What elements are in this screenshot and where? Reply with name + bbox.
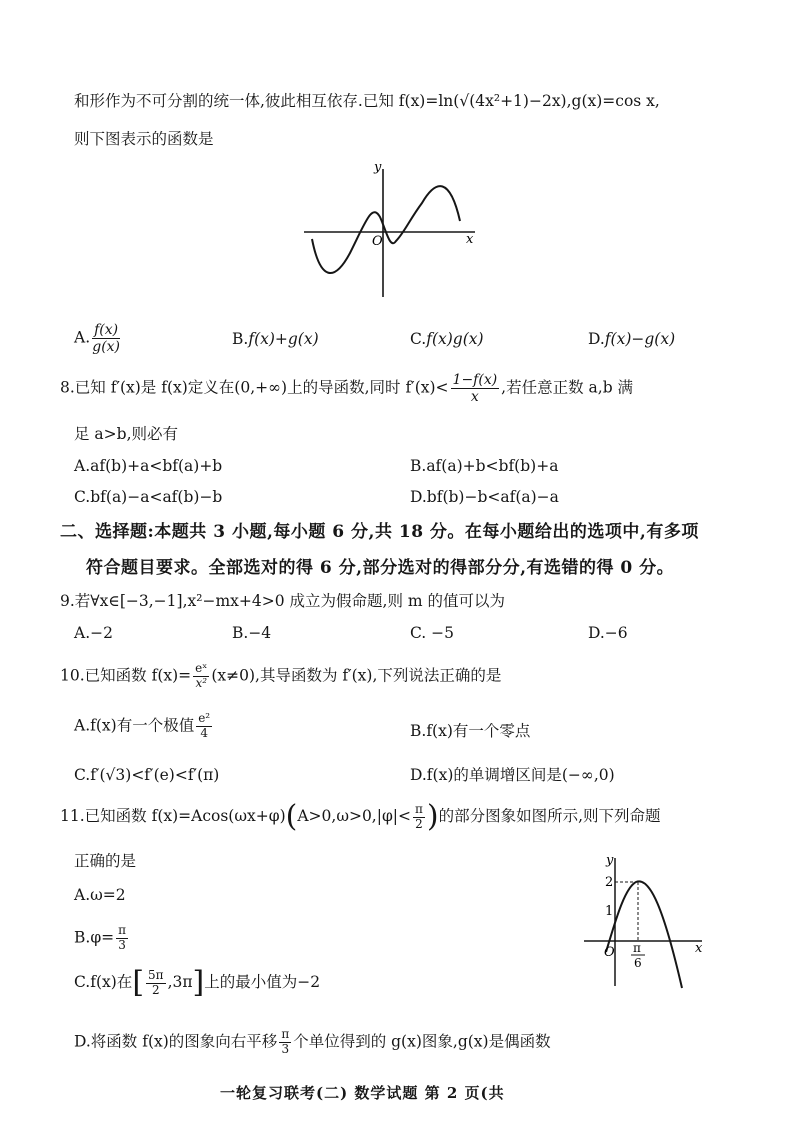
q11-stem-line1: 11.已知函数 f(x)=Acos(ωx+φ)(A>0,ω>0,|φ|< $\frac{\pi}{2}$ )的部分图象如图所示,则下列命题 (60, 799, 661, 834)
q10-option-a-num: e² (198, 711, 211, 725)
q11-curve (606, 881, 682, 988)
q9-stem: 9.若∀x∈[−3,−1],x²−mx+4>0 成立为假命题,则 m 的值可以为 (60, 592, 505, 610)
q11-option-b-num: π (118, 923, 127, 937)
q7-stem-line1: 和形作为不可分割的统一体,彼此相互依存.已知 f(x)=ln(√(4x²+1)−2x),g(x)=cos x, (74, 92, 660, 110)
q11-option-b-den: 3 (118, 937, 126, 952)
q11-option-c-num: 5π (148, 967, 164, 982)
q11-option-d-den: 3 (281, 1041, 290, 1056)
q11-option-b: B.φ= $\frac{\pi}{3}$ (74, 923, 127, 952)
q11-option-d: D.将函数 f(x)的图象向右平移 $\frac{\pi}{3}$ 个单位得到的 g(x)图象,g(x)是偶函数 (74, 1027, 551, 1056)
q10-stem: 10.已知函数 f(x)= $\frac{\text{eˣ}}{\text{x²}}$ (x≠0),其导函数为 f′(x),下列说法正确的是 (60, 661, 502, 690)
q7-option-c: C.f(x)g(x) (410, 330, 484, 348)
q11-right-paren: ) (426, 799, 439, 834)
q10-option-a: A.f(x)有一个极值 $\frac{\text{e²}}{4}$ (74, 711, 211, 740)
q10-frac-den: x² (195, 675, 208, 690)
q9-option-c: C. −5 (410, 624, 455, 642)
q7-origin-label: O (372, 234, 383, 249)
q9-option-a: A.−2 (74, 624, 113, 642)
q8-stem-line2: 足 a>b,则必有 (74, 425, 179, 443)
q8-option-a: A.af(b)+a<bf(a)+b (74, 457, 223, 475)
q8-frac-den: x (470, 389, 479, 406)
q7-stem-line2: 则下图表示的函数是 (74, 130, 214, 148)
q11-x-tick-num: π (633, 941, 641, 955)
q7-option-a-den: g(x) (92, 339, 121, 356)
q11-tick-1: 1 (605, 904, 614, 919)
q11-tick-2: 2 (605, 875, 614, 890)
q8-option-c: C.bf(a)−a<af(b)−b (74, 488, 223, 506)
q11-left-paren: ( (285, 799, 298, 834)
q11-x-label: x (695, 941, 703, 956)
q11-graph (578, 848, 710, 992)
q7-option-a-num: f(x) (94, 322, 119, 338)
q10-option-c: C.f′(√3)<f′(e)<f′(π) (74, 766, 220, 784)
q11-option-a: A.ω=2 (74, 886, 126, 904)
q8-option-b: B.af(a)+b<bf(b)+a (410, 457, 559, 475)
q11-cond-den: 2 (415, 816, 423, 831)
q9-option-d: D.−6 (588, 624, 628, 642)
q7-x-label: x (466, 232, 474, 247)
q11-option-c: C.f(x)在[ $\frac{5\pi}{2}$ ,3π]上的最小值为−2 (74, 965, 321, 1000)
q11-stem-line2: 正确的是 (74, 852, 137, 870)
section2-heading-line1: 二、选择题:本题共 3 小题,每小题 6 分,共 18 分。在每小题给出的选项中,有多项 (60, 522, 699, 542)
q7-option-a: A. $\frac{f(x)}{g(x)}$ (74, 322, 121, 356)
q8-option-d: D.bf(b)−b<af(a)−a (410, 488, 559, 506)
section2-heading-line2: 符合题目要求。全部选对的得 6 分,部分选对的得部分分,有选错的得 0 分。 (86, 558, 675, 578)
q8-frac-num: 1−f(x) (452, 372, 498, 388)
q10-option-a-den: 4 (200, 725, 208, 740)
q11-cond-num: π (415, 801, 423, 816)
q11-option-c-left-bracket: [ (132, 965, 145, 1000)
q11-y-label: y (606, 853, 614, 868)
q11-option-c-den: 2 (151, 982, 160, 997)
q7-curve (312, 186, 460, 273)
q7-y-label: y (374, 160, 382, 175)
q9-option-b: B.−4 (232, 624, 272, 642)
q10-option-d: D.f(x)的单调增区间是(−∞,0) (410, 766, 615, 784)
q10-frac-num: eˣ (195, 661, 208, 675)
q10-option-b: B.f(x)有一个零点 (410, 722, 531, 740)
q8-stem-line1: 8.已知 f′(x)是 f(x)定义在(0,+∞)上的导函数,同时 f′(x)< $\frac{1-f(x)}{x}$ ,若任意正数 a,b 满 (60, 372, 634, 406)
q11-x-tick-den: 6 (634, 956, 642, 970)
q11-option-c-right-bracket: ] (192, 965, 205, 1000)
page-footer: 一轮复习联考(二) 数学试题 第 2 页(共 (220, 1084, 505, 1102)
q7-option-b: B.f(x)+g(x) (232, 330, 319, 348)
q7-graph (300, 155, 480, 305)
q11-option-d-num: π (281, 1027, 290, 1041)
q7-option-d: D.f(x)−g(x) (588, 330, 676, 348)
q11-origin-label: O (604, 945, 615, 960)
